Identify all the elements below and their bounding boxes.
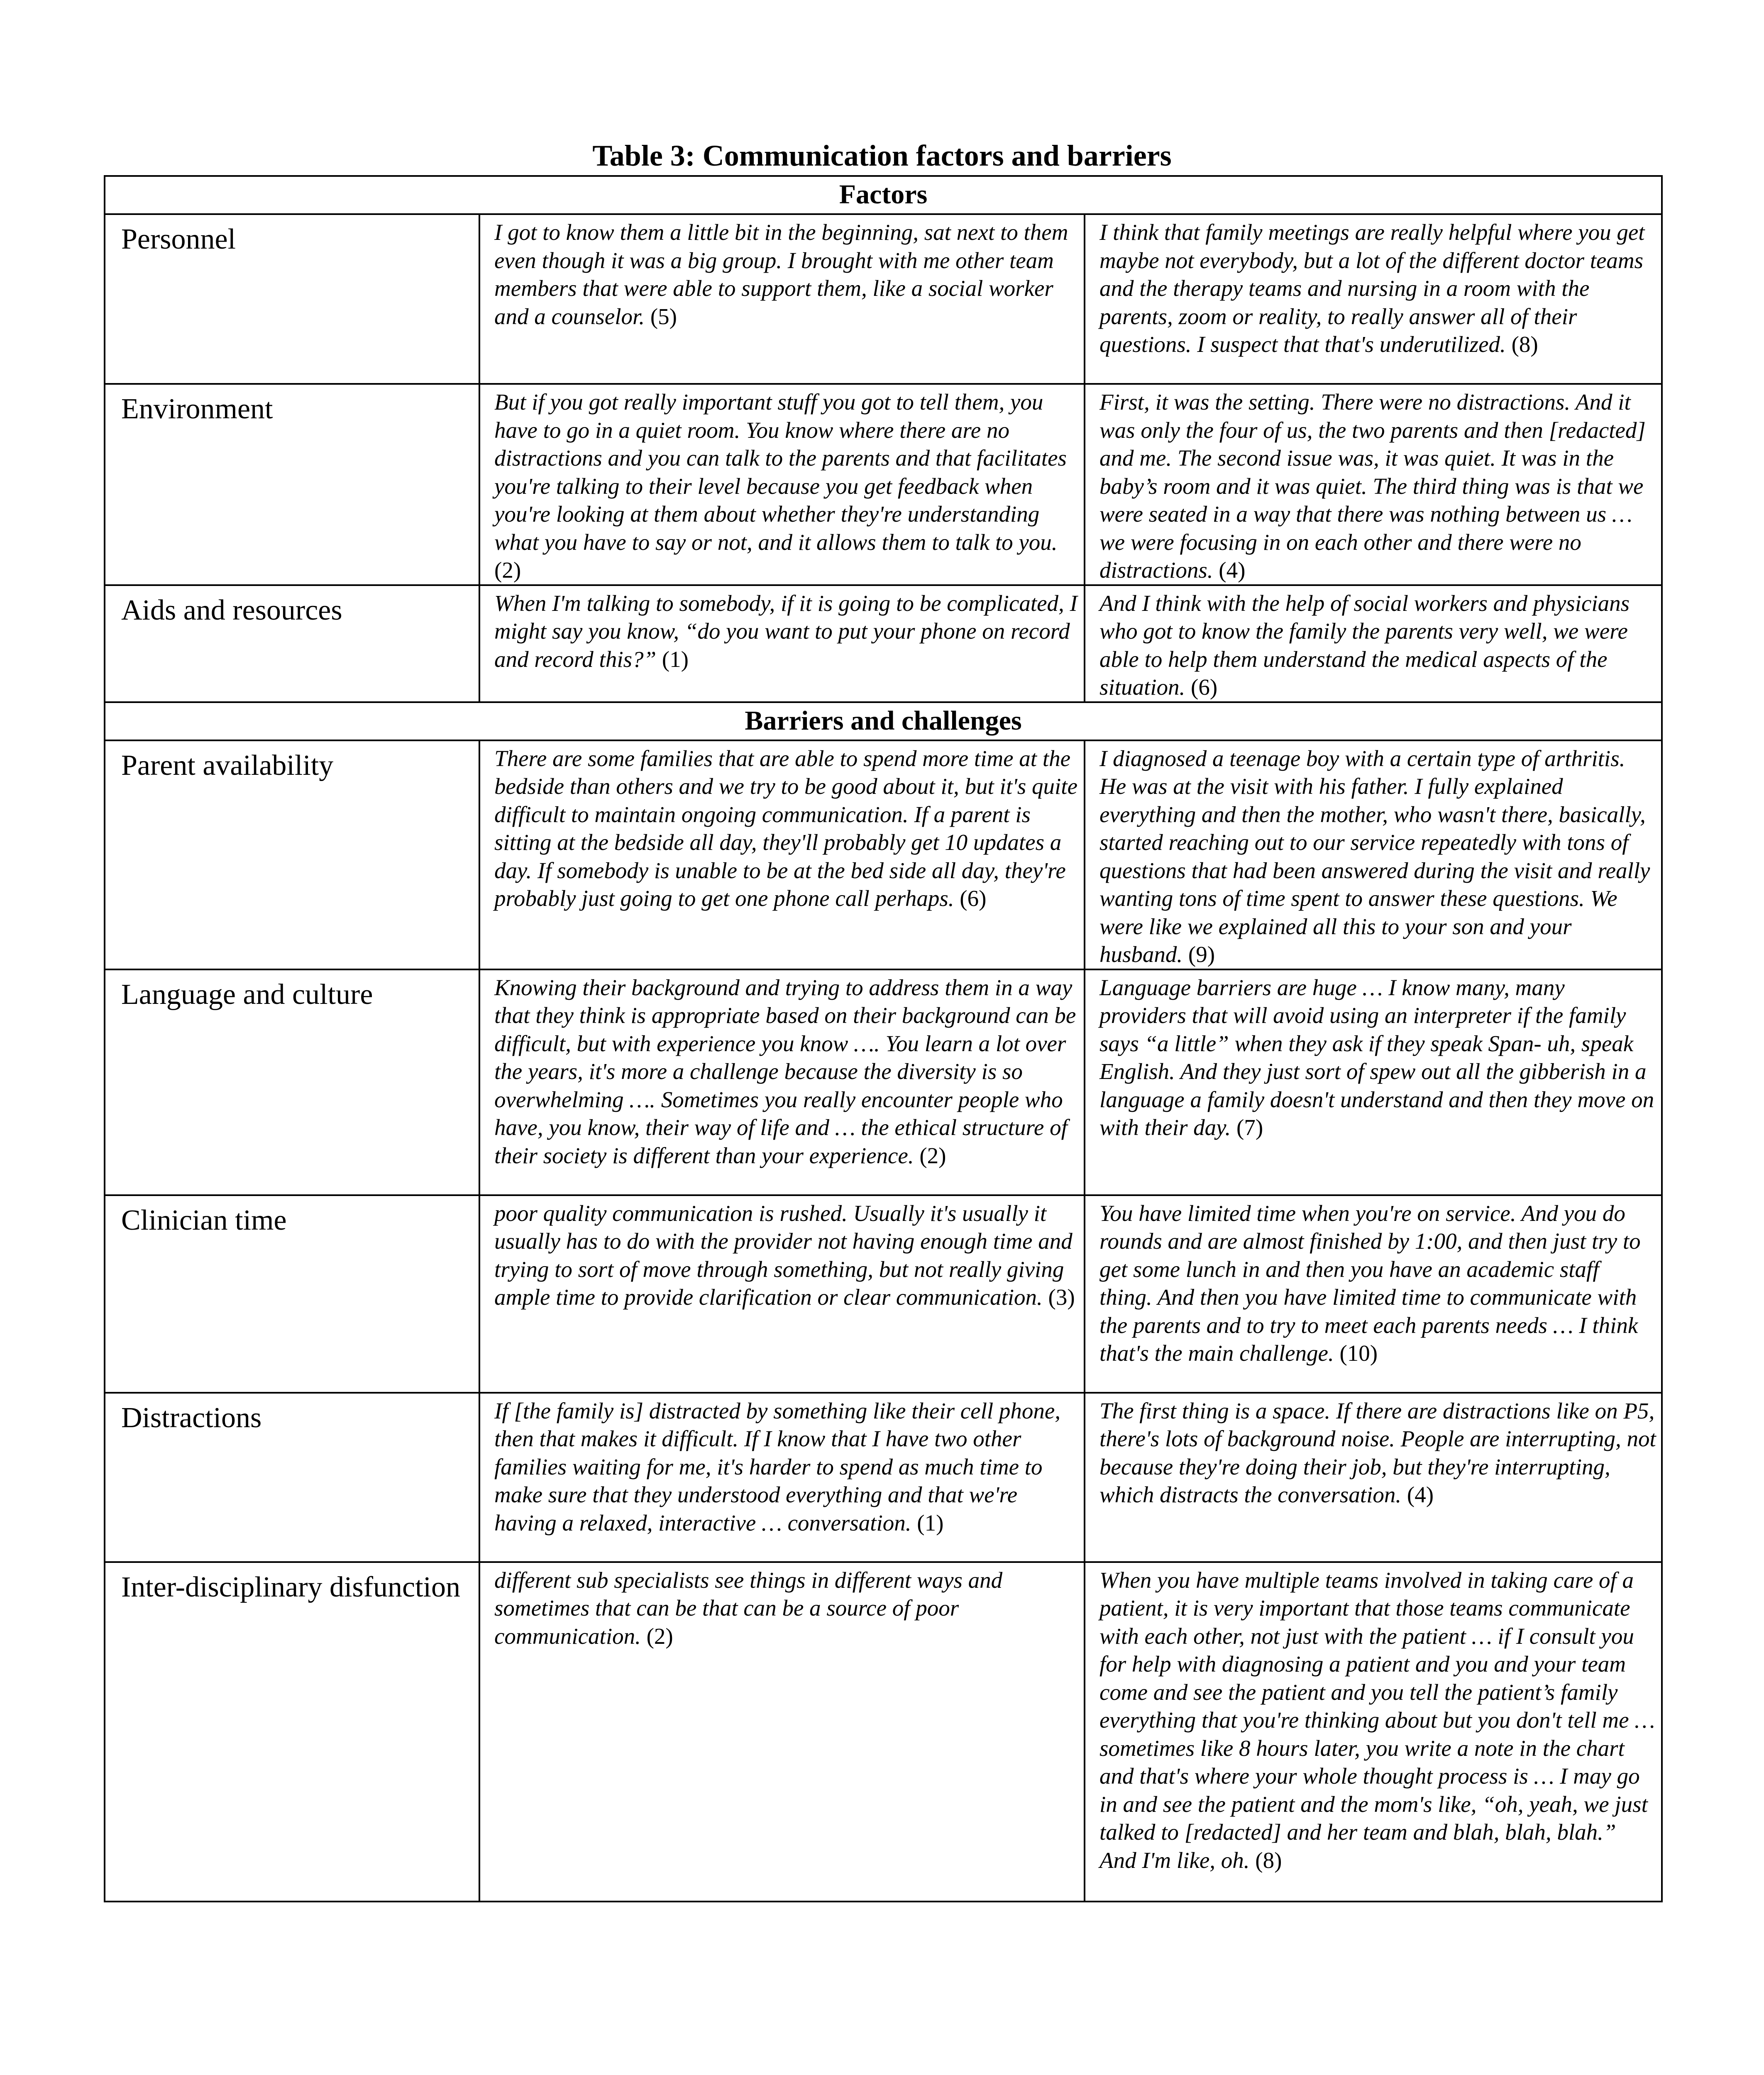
table-row bbox=[105, 1195, 1662, 1393]
table-row bbox=[105, 969, 1662, 1195]
quote-text: If [the family is] distracted by something like their cell phone, then that makes it difficult. If I know that I have two other families waiting for me, it's harder to spend as much time to make sure that they understood everything and that we're having a relaxed, interactive … conversation. bbox=[494, 1398, 1061, 1536]
quote-cell bbox=[1085, 740, 1662, 969]
participant-ref: (4) bbox=[1407, 1482, 1434, 1507]
participant-ref: (9) bbox=[1188, 942, 1215, 967]
row-label: Environment bbox=[105, 384, 479, 585]
row-label: Parent availability bbox=[105, 740, 479, 969]
quote-text: I think that family meetings are really helpful where you get maybe not everybody, but a lot of the different doctor teams and the therapy teams and nursing in a room with the parents, zoom or reality, to really answer all of their questions. I suspect that that's underutilized. bbox=[1099, 220, 1645, 357]
quote-cell bbox=[1085, 969, 1662, 1195]
table-row bbox=[105, 740, 1662, 969]
quote-text: I diagnosed a teenage boy with a certain type of arthritis. He was at the visit with his father. I fully explained everything and then the mother, who wasn't there, basically, started reaching out to our service repeatedly with tons of questions that had been answered during the visit and really wanting tons of time spent to answer these questions. We were like we explained all this to your son and your husband. bbox=[1099, 745, 1650, 967]
quote-text: When you have multiple teams involved in taking care of a patient, it is very important that those teams communicate with each other, not just with the patient … if I consult you for help with diagnosing a patient and you and your team come and see the patient and you tell the patient’s family everything that you're thinking about but you don't tell me … sometimes like 8 hours later, you write a note in the chart and that's where your whole thought process is … I may go in and see the patient and the mom's like, “oh, yeah, we just talked to [redacted] and her team and blah, blah, blah.” And I'm like, oh. bbox=[1099, 1567, 1655, 1873]
participant-ref: (6) bbox=[960, 886, 987, 911]
participant-ref: (2) bbox=[646, 1623, 673, 1649]
table-title: Table 3: Communication factors and barriers bbox=[592, 139, 1172, 172]
quote-cell bbox=[479, 1393, 1085, 1562]
participant-ref: (1) bbox=[662, 646, 689, 672]
table-row bbox=[105, 384, 1662, 585]
section-header-row bbox=[105, 176, 1662, 214]
participant-ref: (3) bbox=[1048, 1284, 1075, 1310]
quote-cell bbox=[1085, 585, 1662, 702]
quote-text: The first thing is a space. If there are distractions like on P5, there's lots of background noise. People are interrupting, not because they're doing their job, but they're interrupting, which distracts the conversation. bbox=[1099, 1398, 1656, 1507]
quote-text: There are some families that are able to spend more time at the bedside than others and we try to be good about it, but it's quite difficult to maintain ongoing communication. If a parent is sitting at the bedside all day, they'll probably get 10 updates a day. If somebody is unable to be at the bed side all day, they're probably just going to get one phone call perhaps. bbox=[494, 745, 1077, 911]
participant-ref: (8) bbox=[1511, 332, 1538, 357]
participant-ref: (1) bbox=[917, 1510, 944, 1536]
quote-text: You have limited time when you're on service. And you do rounds and are almost finished by 1:00, and then just try to get some lunch in and then you have an academic staff thing. And then you have limited time to communicate with the parents and to try to meet each parents needs … I think that's the main challenge. bbox=[1099, 1200, 1641, 1366]
quote-text: different sub specialists see things in different ways and sometimes that can be that can be a source of poor communication. bbox=[494, 1567, 1003, 1649]
table-row bbox=[105, 1393, 1662, 1562]
quote-text: First, it was the setting. There were no distractions. And it was only the four of us, the two parents and then [redacted] and me. The second issue was, it was quiet. It was in the baby’s room and it was quiet. The third thing was is that we were seated in a way that there was nothing between us … we were focusing in on each other and there were no distractions. bbox=[1099, 389, 1646, 583]
quote-cell bbox=[479, 740, 1085, 969]
quote-cell bbox=[479, 1562, 1085, 1902]
section-header-row bbox=[105, 702, 1662, 740]
table-row bbox=[105, 1562, 1662, 1902]
participant-ref: (2) bbox=[919, 1142, 946, 1168]
quote-cell bbox=[1085, 1393, 1662, 1562]
participant-ref: (7) bbox=[1236, 1115, 1263, 1140]
quote-cell bbox=[1085, 1195, 1662, 1393]
quote-cell bbox=[1085, 214, 1662, 384]
quote-text: Language barriers are huge … I know many, many providers that will avoid using an interpreter if the family says “a little” when they ask if they speak Span- uh, speak English. And they just sort of spew out all the gibberish in a language a family doesn't understand and then they move on with their day. bbox=[1099, 974, 1654, 1140]
row-label: Aids and resources bbox=[105, 585, 479, 702]
quote-text: Knowing their background and trying to address them in a way that they think is appropriate based on their background can be difficult, but with experience you know …. You learn a lot over the years, it's more a challenge because the diversity is so overwhelming …. Sometimes you really encounter people who have, you know, their way of life and … the ethical structure of their society is different than your experience. bbox=[494, 974, 1076, 1168]
row-label: Inter-disciplinary disfunction bbox=[105, 1562, 479, 1902]
participant-ref: (4) bbox=[1219, 557, 1246, 583]
table-row bbox=[105, 585, 1662, 702]
quote-text: And I think with the help of social workers and physicians who got to know the family the parents very well, we were able to help them understand the medical aspects of the situation. bbox=[1099, 590, 1630, 700]
participant-ref: (8) bbox=[1255, 1847, 1282, 1873]
quote-cell bbox=[1085, 384, 1662, 585]
quote-text: But if you got really important stuff you got to tell them, you have to go in a quiet room. You know where there are no distractions and you can talk to the parents and that facilitates you're talking to their level because you get feedback when you're looking at them about whether they're understanding what you have to say or not, and it allows them to talk to you. bbox=[494, 389, 1067, 555]
participant-ref: (6) bbox=[1191, 674, 1218, 700]
quote-cell bbox=[1085, 1562, 1662, 1902]
quote-cell bbox=[479, 969, 1085, 1195]
participant-ref: (5) bbox=[650, 303, 677, 329]
quote-cell bbox=[479, 585, 1085, 702]
row-label: Personnel bbox=[105, 214, 479, 384]
quote-text: When I'm talking to somebody, if it is going to be complicated, I might say you know, “do you want to put your phone on record and record this?” bbox=[494, 590, 1077, 672]
quote-cell bbox=[479, 1195, 1085, 1393]
row-label: Distractions bbox=[105, 1393, 479, 1562]
communication-table bbox=[104, 175, 1663, 1902]
quote-cell bbox=[479, 214, 1085, 384]
row-label: Language and culture bbox=[105, 969, 479, 1195]
section-heading: Factors bbox=[105, 176, 1662, 214]
quote-cell bbox=[479, 384, 1085, 585]
participant-ref: (2) bbox=[494, 557, 521, 583]
quote-text: poor quality communication is rushed. Usually it's usually it usually has to do with the provider not having enough time and trying to sort of move through something, but not really giving ample time to provide clarification or clear communication. bbox=[494, 1200, 1073, 1310]
row-label: Clinician time bbox=[105, 1195, 479, 1393]
section-heading: Barriers and challenges bbox=[105, 702, 1662, 740]
participant-ref: (10) bbox=[1339, 1340, 1378, 1366]
quote-text: I got to know them a little bit in the beginning, sat next to them even though it was a big group. I brought with me other team members that were able to support them, like a social worker and a counselor. bbox=[494, 220, 1068, 329]
table-row bbox=[105, 214, 1662, 384]
